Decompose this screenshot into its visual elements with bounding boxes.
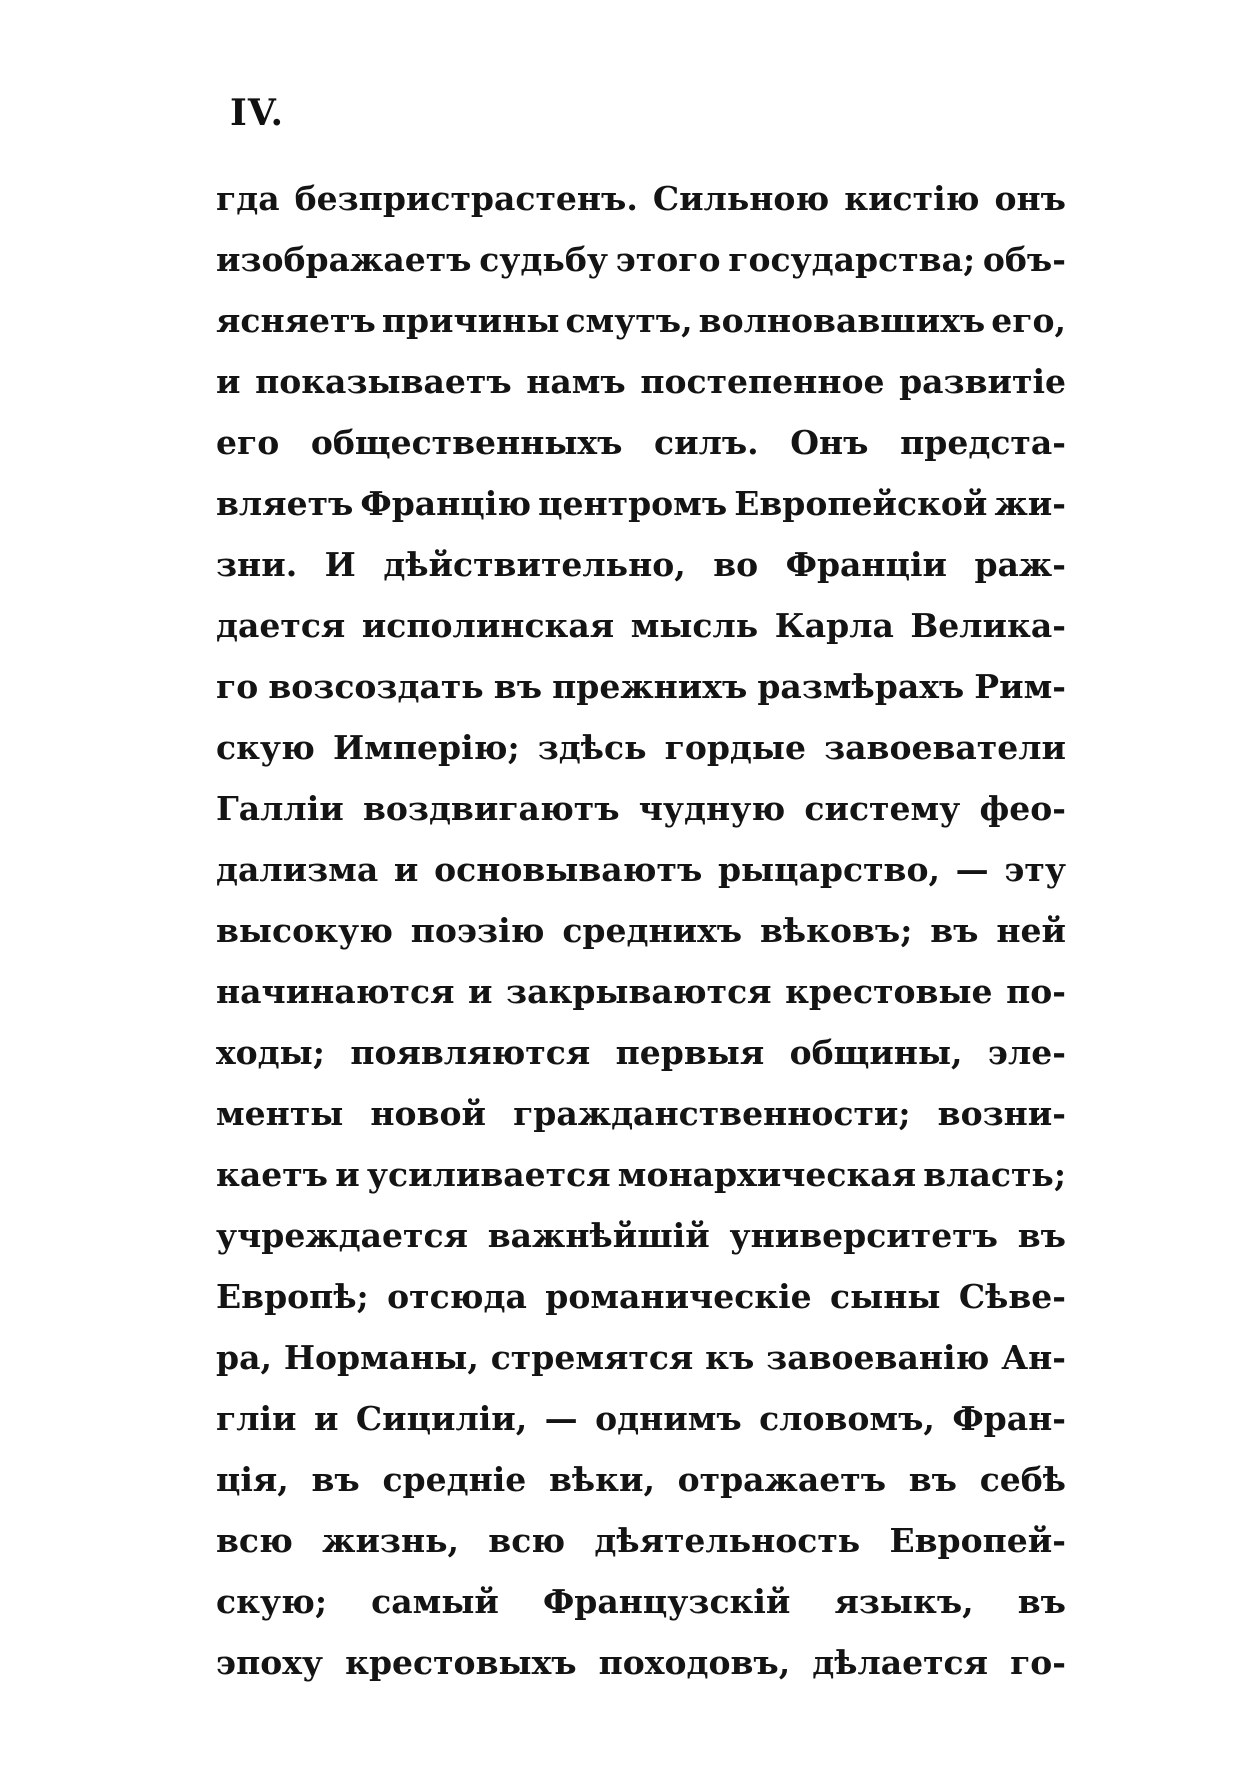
text-line — [216, 412, 1066, 473]
text-line — [216, 961, 1066, 1022]
text-line — [216, 717, 1066, 778]
word: судьбу — [479, 240, 608, 279]
word: основываютъ — [434, 850, 703, 889]
text-line — [216, 1083, 1066, 1144]
word: силъ. — [654, 423, 759, 462]
word: Европейской — [734, 484, 988, 523]
word: Ан- — [1001, 1338, 1066, 1377]
word: жизнь, — [322, 1521, 460, 1560]
word: Карла — [774, 606, 894, 645]
word: въ — [493, 667, 543, 706]
word: и — [393, 850, 419, 889]
word: И — [324, 545, 356, 584]
word: причины — [381, 301, 560, 340]
word: походовъ, — [598, 1643, 791, 1682]
word: Сициліи, — [355, 1399, 528, 1438]
word: постепенное — [640, 362, 885, 401]
word: скую; — [216, 1582, 328, 1621]
word: возни- — [937, 1094, 1066, 1133]
word: начинаются — [216, 972, 455, 1011]
word: гордые — [664, 728, 806, 767]
word: зни. — [216, 545, 298, 584]
word: въ — [311, 1460, 360, 1499]
word: эле- — [987, 1033, 1066, 1072]
word: ходы; — [216, 1033, 325, 1072]
word: прежнихъ — [552, 667, 748, 706]
word: Сильною — [652, 179, 830, 218]
word: этого — [615, 240, 721, 279]
word: учреждается — [216, 1216, 468, 1255]
word: смутъ, — [565, 301, 693, 340]
text-line — [216, 1022, 1066, 1083]
text-line — [216, 1205, 1066, 1266]
text-line — [216, 1266, 1066, 1327]
word: дализма — [216, 850, 379, 889]
word: Имперію; — [333, 728, 520, 767]
word: вѣки, — [549, 1460, 655, 1499]
word: отсюда — [387, 1277, 527, 1316]
word: его, — [991, 301, 1066, 340]
word: первыя — [615, 1033, 765, 1072]
text-line — [216, 351, 1066, 412]
word: Велика- — [910, 606, 1066, 645]
text-line — [216, 473, 1066, 534]
word: въ — [908, 1460, 957, 1499]
word: къ — [705, 1338, 755, 1377]
text-line — [216, 1449, 1066, 1510]
text-line — [216, 534, 1066, 595]
word: Фран- — [952, 1399, 1066, 1438]
word: гліи — [216, 1399, 297, 1438]
word: фео- — [979, 789, 1066, 828]
text-line — [216, 229, 1066, 290]
word: развитіе — [899, 362, 1066, 401]
word: и — [468, 972, 493, 1011]
word: по- — [1006, 972, 1066, 1011]
text-line — [216, 168, 1066, 229]
word: безпристрастенъ. — [294, 179, 638, 218]
text-line — [216, 1510, 1066, 1571]
word: новой — [370, 1094, 486, 1133]
word: эпоху — [216, 1643, 324, 1682]
text-line — [216, 595, 1066, 656]
word: дается — [216, 606, 346, 645]
word: всю — [488, 1521, 566, 1560]
word: Сѣве- — [958, 1277, 1066, 1316]
word: — — [544, 1399, 578, 1438]
word: ней — [996, 911, 1066, 950]
word: раж- — [974, 545, 1066, 584]
word: во — [713, 545, 759, 584]
word: возсоздать — [268, 667, 484, 706]
text-line — [216, 1327, 1066, 1388]
word: рыцарство, — [717, 850, 940, 889]
word: университетъ — [729, 1216, 998, 1255]
word: эту — [1004, 850, 1066, 889]
word: крестовыхъ — [345, 1643, 577, 1682]
word: Онъ — [790, 423, 869, 462]
text-line — [216, 1388, 1066, 1449]
word: намъ — [526, 362, 626, 401]
word: его — [216, 423, 280, 462]
word: дѣйствительно, — [383, 545, 686, 584]
word: чудную — [638, 789, 786, 828]
word: — — [955, 850, 989, 889]
word: монархическая — [617, 1155, 917, 1194]
text-line — [216, 290, 1066, 351]
word: предста- — [900, 423, 1066, 462]
word: усиливается — [366, 1155, 611, 1194]
word: романическіе — [545, 1277, 812, 1316]
word: менты — [216, 1094, 344, 1133]
word: каетъ — [216, 1155, 328, 1194]
word: воздвигаютъ — [362, 789, 620, 828]
word: изображаетъ — [216, 240, 472, 279]
word: высокую — [216, 911, 393, 950]
word: завоеватели — [824, 728, 1066, 767]
body-text — [216, 168, 1066, 1693]
word: въ — [1017, 1582, 1066, 1621]
word: средніе — [382, 1460, 527, 1499]
word: и — [335, 1155, 360, 1194]
word: Галліи — [216, 789, 344, 828]
word: скую — [216, 728, 315, 767]
word: Европѣ; — [216, 1277, 369, 1316]
word: волновавшихъ — [698, 301, 986, 340]
word: здѣсь — [537, 728, 647, 767]
word: и — [216, 362, 241, 401]
word: ція, — [216, 1460, 289, 1499]
word: вляетъ — [216, 484, 354, 523]
text-line — [216, 1632, 1066, 1693]
word: Франціи — [785, 545, 947, 584]
word: Рим- — [974, 667, 1066, 706]
word: го — [216, 667, 259, 706]
word: Норманы, — [283, 1338, 479, 1377]
word: появляются — [350, 1033, 591, 1072]
word: въ — [1017, 1216, 1066, 1255]
text-line — [216, 1144, 1066, 1205]
word: крестовые — [785, 972, 993, 1011]
word: Францію — [360, 484, 532, 523]
word: государства; — [728, 240, 976, 279]
text-line — [216, 900, 1066, 961]
word: показываетъ — [255, 362, 512, 401]
word: кистію — [844, 179, 980, 218]
word: ра, — [216, 1338, 272, 1377]
word: языкъ, — [834, 1582, 974, 1621]
word: Французскій — [542, 1582, 791, 1621]
word: и — [313, 1399, 339, 1438]
word: въ — [930, 911, 979, 950]
word: систему — [804, 789, 961, 828]
word: общины, — [789, 1033, 963, 1072]
word: всю — [216, 1521, 293, 1560]
text-line — [216, 839, 1066, 900]
word: центромъ — [538, 484, 728, 523]
word: объ- — [982, 240, 1066, 279]
word: общественныхъ — [310, 423, 623, 462]
word: стремятся — [490, 1338, 694, 1377]
text-line — [216, 656, 1066, 717]
word: словомъ, — [759, 1399, 935, 1438]
word: важнѣйшій — [487, 1216, 710, 1255]
page-number: IV. — [230, 92, 285, 134]
word: дѣлается — [812, 1643, 989, 1682]
word: онъ — [994, 179, 1066, 218]
word: гражданственности; — [513, 1094, 911, 1133]
word: ясняетъ — [216, 301, 376, 340]
word: однимъ — [595, 1399, 742, 1438]
word: завоеванію — [766, 1338, 990, 1377]
word: вѣковъ; — [759, 911, 913, 950]
word: мысль — [630, 606, 759, 645]
word: среднихъ — [562, 911, 743, 950]
word: жи- — [994, 484, 1066, 523]
word: самый — [371, 1582, 499, 1621]
text-line — [216, 1571, 1066, 1632]
word: го- — [1010, 1643, 1066, 1682]
word: дѣятельность — [594, 1521, 861, 1560]
word: отражаетъ — [677, 1460, 887, 1499]
word: власть; — [923, 1155, 1066, 1194]
word: поэзію — [410, 911, 545, 950]
word: Европей- — [889, 1521, 1066, 1560]
word: закрываются — [506, 972, 772, 1011]
word: исполинская — [361, 606, 615, 645]
text-line — [216, 778, 1066, 839]
word: сыны — [830, 1277, 941, 1316]
word: себѣ — [979, 1460, 1066, 1499]
word: гда — [216, 179, 280, 218]
word: размѣрахъ — [757, 667, 965, 706]
